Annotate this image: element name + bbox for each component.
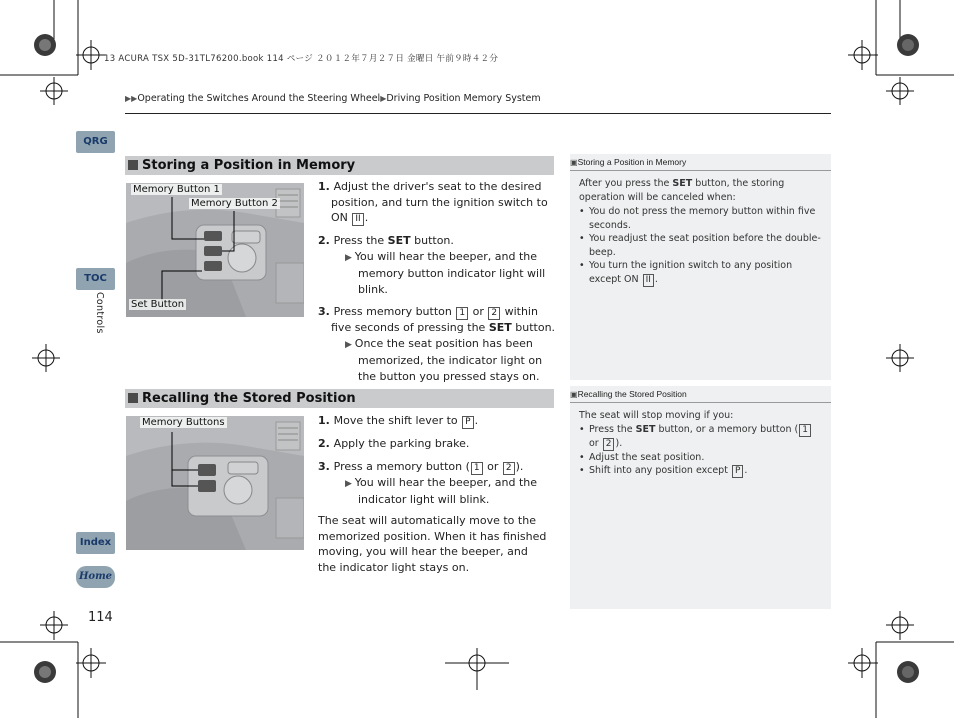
- square-bullet-icon: [128, 160, 138, 170]
- square-bullet-icon: [128, 393, 138, 403]
- printer-line: 13 ACURA TSX 5D-31TL76200.book 114 ページ ２０１２年７月２７日 金曜日 午前９時４２分: [104, 54, 499, 64]
- list-item: • Adjust the seat position.: [589, 451, 823, 465]
- step-3: 3. Press memory button 1 or 2 within five seconds of pressing the SET button. ▶ Once the seat position has been memorized, the indicator light on the button you pressed stays on.: [318, 304, 558, 384]
- image-label-set-button: Set Button: [131, 299, 185, 310]
- index-button[interactable]: Index: [76, 532, 115, 554]
- section-title: Storing a Position in Memory: [142, 158, 356, 173]
- result-arrow-icon: ▶: [345, 339, 355, 350]
- storing-steps: [318, 179, 558, 391]
- list-item: • Press the SET button, or a memory button ( 1 or 2 ).: [589, 423, 823, 451]
- step-1: 1. Adjust the driver's seat to the desired position, and turn the ignition switch to ON II .: [318, 180, 548, 224]
- toc-button[interactable]: TOC: [76, 268, 115, 290]
- breadcrumb-item-memory-system[interactable]: Driving Position Memory System: [386, 93, 541, 104]
- home-button[interactable]: Home: [76, 566, 115, 588]
- header-divider: [125, 113, 831, 114]
- step-1: 1. Move the shift lever to P .: [318, 414, 479, 427]
- image-label-memory-buttons: Memory Buttons: [142, 417, 225, 428]
- section-header-recalling: [125, 389, 554, 408]
- list-item: • You turn the ignition switch to any position except ON II .: [589, 259, 823, 287]
- result-arrow-icon: ▶: [345, 478, 355, 489]
- step-3-result: ▶ You will hear the beeper, and the indicator light will blink.: [345, 475, 537, 506]
- reference-icon: ▣: [570, 158, 578, 167]
- qrg-button[interactable]: QRG: [76, 131, 115, 153]
- recall-paragraph: The seat will automatically move to the memorized position. When it has finished moving, you will hear the beeper, and the indicator light stays on.: [318, 514, 547, 574]
- door-panel-illustration: [126, 416, 304, 550]
- step-2: 2. Press the SET button. ▶ You will hear the beeper, and the memory button indicator light will blink.: [318, 233, 558, 297]
- breadcrumb-arrow-icon: ▶: [380, 94, 387, 103]
- step-3: 3. Press a memory button ( 1 or 2 ). ▶ You will hear the beeper, and the indicator light will blink.: [318, 459, 558, 508]
- breadcrumb-item-operating-switches[interactable]: Operating the Switches Around the Steering Wheel: [137, 93, 381, 104]
- list-item: • Shift into any position except P .: [589, 464, 823, 478]
- step-2: 2. Apply the parking brake.: [318, 437, 470, 450]
- list-item: • You do not press the memory button within five seconds.: [589, 205, 823, 232]
- step-2-result: ▶ You will hear the beeper, and the memory button indicator light will blink.: [345, 249, 546, 296]
- section-title: Recalling the Stored Position: [142, 391, 356, 406]
- memory-buttons-illustration: [126, 183, 304, 317]
- memory-buttons-recall-illustration: [126, 416, 304, 550]
- sidebar-heading: ▣Storing a Position in Memory: [570, 154, 831, 171]
- result-arrow-icon: ▶: [345, 252, 355, 263]
- step-3-result: ▶ Once the seat position has been memorized, the indicator light on the button you pressed stays on.: [345, 336, 543, 383]
- sidebar-heading: ▣Recalling the Stored Position: [570, 386, 831, 403]
- breadcrumb: [125, 93, 541, 104]
- image-label-memory-button-1: Memory Button 1: [133, 184, 220, 195]
- ignition-key-label: II: [352, 213, 363, 226]
- page-number: 114: [88, 610, 113, 625]
- chapter-label: Controls: [94, 292, 105, 334]
- reference-icon: ▣: [570, 390, 578, 399]
- sidebar-storing: ▣Storing a Position in Memory After you press the SET button, the storing operation will be canceled when: • You do not press the memory button within five seconds. • You readjust the seat position before the double-beep. • You turn the ignition switch to any position except ON II .: [570, 154, 831, 380]
- recalling-steps: [318, 413, 558, 515]
- image-label-memory-button-2: Memory Button 2: [191, 198, 278, 209]
- breadcrumb-arrow-icon: ▶▶: [125, 94, 138, 103]
- sidebar-recalling: ▣Recalling the Stored Position The seat will stop moving if you: • Press the SET button, or a memory button ( 1 or 2 ). • Adjust the seat position. • Shift into any position except P .: [570, 386, 831, 609]
- section-header-storing: [125, 156, 554, 175]
- list-item: • You readjust the seat position before the double-beep.: [589, 232, 823, 259]
